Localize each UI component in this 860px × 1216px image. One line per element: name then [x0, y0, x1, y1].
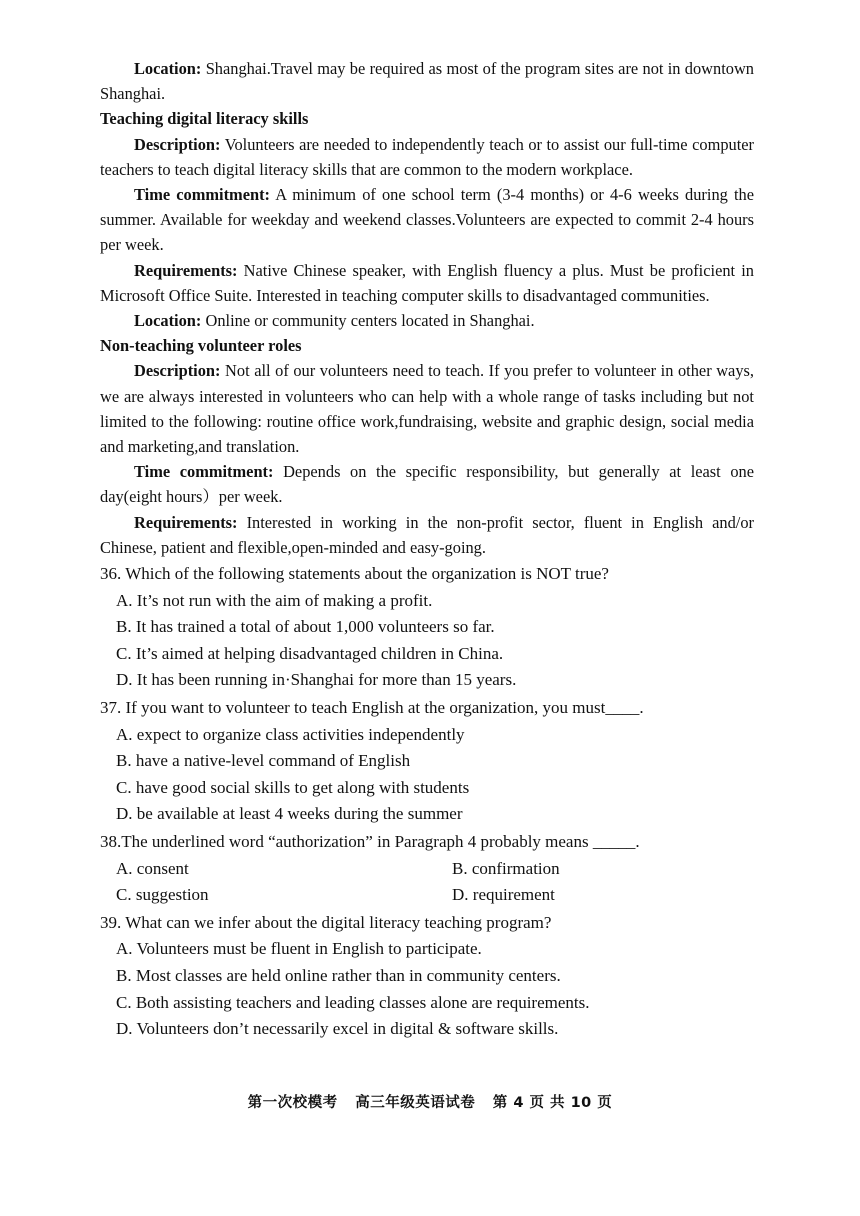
field-label: Time commitment: [134, 462, 274, 482]
option-c: C. Both assisting teachers and leading classes alone are requirements. [116, 992, 590, 1012]
field-text: Depends on the specific responsibility, but generally at least one day(eight hours）per week. [100, 462, 754, 507]
question-39 [100, 910, 754, 1043]
digital-time-commitment [100, 182, 754, 258]
field-label: Description: [134, 134, 221, 154]
field-text: Not all of our volunteers need to teach. If you prefer to volunteer in other ways, we are always interested in volunteers who can help with a whole range of tasks including but not limited to the following: routine office work,fundraising, website and graphic design, social media and marketing,and translation. [100, 361, 754, 457]
digital-description [100, 132, 754, 182]
option-d: D. Volunteers don’t necessarily excel in digital & software skills. [116, 1019, 559, 1039]
field-label: Location: [134, 59, 202, 78]
page-footer [0, 1091, 860, 1112]
footer-page-number: 第 4 页 共 10 页 [492, 1095, 613, 1111]
question-38 [100, 829, 754, 909]
question-stem: 36. Which of the following statements about the organization is NOT true? [100, 564, 609, 584]
field-text: Shanghai.Travel may be required as most of the program sites are not in downtown Shanghai. [100, 59, 754, 104]
page-content [100, 56, 754, 1043]
field-text: Interested in working in the non-profit sector, fluent in English and/or Chinese, patient and flexible,open-minded and easy-going. [100, 512, 754, 557]
nonteaching-description [100, 358, 754, 459]
section-heading-nonteaching: Non-teaching volunteer roles [100, 336, 302, 356]
field-text: A minimum of one school term (3-4 months) or 4-6 weeks during the summer. Available for weekday and weekend classes.Volunteers are expected to commit 2-4 hours per week. [100, 185, 754, 255]
option-a: A. It’s not run with the aim of making a profit. [116, 590, 433, 610]
option-d: D. requirement [452, 885, 555, 905]
field-label: Location: [134, 311, 202, 331]
option-a: A. consent [116, 858, 189, 878]
field-label: Time commitment: [134, 185, 271, 205]
question-stem: 39. What can we infer about the digital literacy teaching program? [100, 912, 552, 932]
question-37 [100, 695, 754, 828]
option-row [100, 882, 754, 909]
option-d: D. It has been running in·Shanghai for more than 15 years. [116, 670, 517, 690]
field-label: Description: [134, 361, 221, 381]
question-stem: 37. If you want to volunteer to teach English at the organization, you must____. [100, 698, 644, 718]
option-b: B. confirmation [452, 858, 560, 878]
option-b: B. Most classes are held online rather than in community centers. [116, 965, 561, 985]
field-label: Requirements: [134, 260, 238, 280]
option-a: A. Volunteers must be fluent in English to participate. [116, 939, 482, 959]
footer-exam-name: 第一次校模考 [247, 1095, 338, 1111]
field-label: Requirements: [134, 512, 238, 532]
option-c: C. It’s aimed at helping disadvantaged children in China. [116, 643, 504, 663]
field-text: Volunteers are needed to independently teach or to assist our full-time computer teachers to teach digital literacy skills that are common to the modern workplace. [100, 134, 754, 179]
field-text: Native Chinese speaker, with English fluency a plus. Must be proficient in Microsoft Office Suite. Interested in teaching computer skills to disadvantaged communities. [100, 260, 754, 305]
footer-paper-name: 高三年级英语试卷 [355, 1095, 476, 1111]
location-paragraph [100, 56, 754, 106]
digital-requirements [100, 258, 754, 308]
option-a: A. expect to organize class activities independently [116, 724, 465, 744]
question-stem: 38.The underlined word “authorization” in Paragraph 4 probably means _____. [100, 832, 640, 851]
question-36 [100, 561, 754, 694]
option-d: D. be available at least 4 weeks during the summer [116, 804, 463, 824]
option-c: C. suggestion [116, 885, 209, 905]
nonteaching-requirements [100, 510, 754, 560]
option-c: C. have good social skills to get along with students [116, 777, 470, 797]
section-heading-digital: Teaching digital literacy skills [100, 109, 309, 129]
nonteaching-time-commitment [100, 459, 754, 509]
field-text: Online or community centers located in Shanghai. [201, 311, 535, 331]
digital-location [100, 308, 754, 333]
option-b: B. It has trained a total of about 1,000 volunteers so far. [116, 617, 495, 637]
option-b: B. have a native-level command of English [116, 751, 411, 771]
option-row [100, 856, 754, 883]
